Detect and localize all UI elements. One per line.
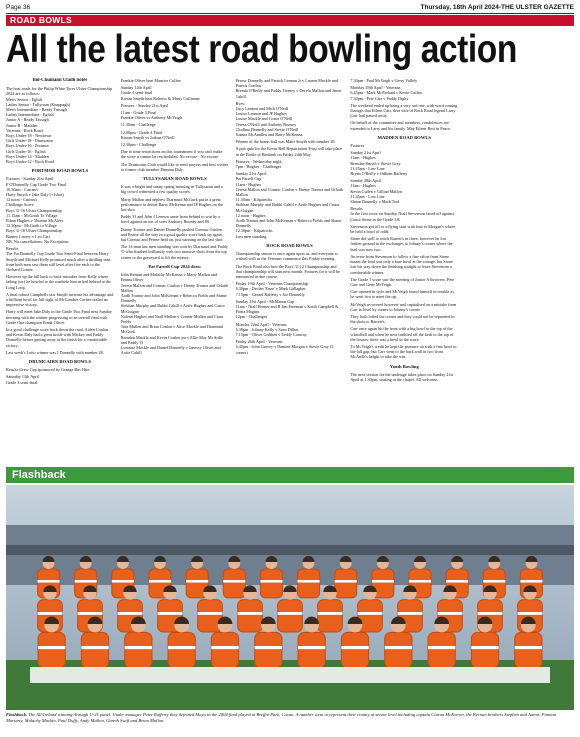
paragraph: Marty Mallon and nephew Diarmuid McGurk put in a great performance to defeat Barry McKenna and JP Hughes on the last shot. — [120, 196, 223, 213]
paragraph: Stone did well to reach Barrett's in three, however he lost further ground in the exchanges to Johnny's corner where the lead was now two. — [350, 236, 453, 252]
paragraph: On behalf of the committee and members, condolences are extended to Larry and his family. May Eileen Rest in Peace. — [350, 120, 452, 131]
paragraph: Sunday 28th April 11am - Hughes Kevin Cullen v Gillian Mallon 11.45am - Low Line Shaun Donnelly v Mark Teal — [350, 178, 402, 205]
paragraph: The Rock Road also host the Boys' U-12 Championship and that championship will start next month. Fixtures for it will be announced in due course. — [235, 263, 340, 279]
paragraph: Sunday 14th April Grade 4 semi-final Kieran Smyth beat Roberto & Marty Cullinane — [120, 85, 200, 101]
paragraph: Frankie Oliver beat Maurice Cullen — [120, 78, 181, 83]
section-label: ROAD BOWLS — [6, 15, 574, 26]
paragraph: Danny Trainor and Daniel Donnelly pushed Cormac Conlon and Pearse all the way in a good quality score back up again, but Cormac and Pearse held on, just winning on the last shot. — [120, 226, 224, 243]
paragraph: Paddy 'O and John J Lennon came from behind to win by a bowl against an out of sorts Anthony Rooney and JR. — [120, 214, 220, 225]
paragraph: Stevenson got off to a flying start with four to Morgan's where he held a bowl of odds. — [350, 223, 456, 235]
paragraph: Byes: Lucy Lennon and Mich O'Neill Louise Lennon and JP Hughes Louise Mackle and Conor O'Neill Teresa O'Neill and Anthony Rooney Clodhna Donnelly and Stevie O'Neill Joanne McAnallen and Barry McKenna. — [235, 100, 304, 138]
paragraph: Due to time restrictions on this tournament if you can't make the score it cannot be rescheduled. No excuse - No excuse. — [120, 149, 223, 160]
paragraph: Sunday 21st April 11am - Hughes Brendan Smyth v Stevie Gray 11.45am - Low Line Bryan O'Reilly v Odhran Rafferty — [350, 150, 408, 177]
article-column — [121, 78, 229, 464]
article-columns — [6, 78, 574, 464]
paragraph: Last week's Lotto winner was J Donnelly with number 28. — [6, 349, 104, 355]
caption-lead: Flashback. — [6, 712, 28, 717]
subheading: DRUMCAIRN ROAD BOWLS — [28, 358, 91, 364]
paragraph: 12.00pm - Grade 4 Final Kieran Smyth vs Joshua O'Neill — [120, 129, 175, 140]
paragraph: Carr once again hit the front with a big bowl to the top of the schoolhill and when he next truthfed off the kerb to the top of the houses, there was a bowl in the score. — [350, 326, 454, 342]
caption-text: The All-Ireland winning Armagh U-21 panel. Under manager Peter Rafferty they defeated Mayo in the 2004 final played at Breffni Park, Cavan. A number went to represent their county at senior level including captain Ciaran McKeever, the Kernan brothers Stephen and Aaron, Finnian Moriarty, Malachy Mackin, Paul Duffy, Andy Mallon, Gareth Swift and Brian Mallon. — [6, 712, 557, 723]
paragraph: Results The Pat Donnelly Cup Grade Two Semi-Final between Harry Smyth and Michael Kelly promised much after a thrilling start from both men saw them still level after five each to the Orchard Corner. — [6, 246, 111, 272]
paragraph: A pub quiz for the Kevin Bell Repatriation Trust will take place in the Bottle of Benburb on Friday 24th May. — [235, 146, 343, 157]
paragraph: Sunday 21st April Pat Farrell Cup 11am - Hughes Teresa Mallon and Cormac Conlon v Danny Trainor and Orlaith Mallon 11.30am - Kilpatricks Siobhan Murphy and Dubhi Cahill v Aoife Hughes and Conor McGuigan 12 noon - Hughes Aodh Trainor and John McKernan v Rebecca Fields and Shane Donnelly 12.30pm - Kilpatricks Last men standing. — [235, 171, 344, 239]
paragraph: The Grade 1 score saw the meeting of Junior A throwers, Pete Carr and Gene McVeigh. — [350, 276, 455, 287]
paragraph: Fixtures - Sunday 21st April F O'Donnelly Cup Grade Two Final 10.30am - Curran's Harry Smyth v Jake Daly (+1shot) 12 noon - Curran's Challenge Score Boys' U-16 Ulster Championship 11.15am - McGrath To Village Ethan Hughes v Thomas McAleer 12.30pm - McGrath to Village Boys' U-16 Ulster Championship Barney Lavery v Leo Carr NB. No cancellations. No Exceptions — [6, 176, 69, 244]
page-number: Page 36 — [6, 3, 31, 11]
paragraph: Pearse Donnelly and Patrick Lennon Jr v Lauren Mackle and Patrick Conlon Brenda O'Reilly and Paddy Tierney v Dervla Mallon and Jason Cahill. — [235, 78, 342, 99]
article-column — [6, 78, 114, 464]
paragraph: Monday 22nd April - Veterans 6.30pm - Johnny Kelly v Sean Dillon 7.15pm - Oliver Gribben v Teddy Conway — [235, 321, 307, 337]
paragraph: The weekend ended up being a very sad one, with word coming through that Eileen Carr, dear wife of Rock Road legend Larry Carr had passed away. — [350, 102, 458, 119]
front-row-shorts — [30, 667, 550, 683]
paragraph: Monday 29th April - Veterans 6.45pm - Mark McParland v Kevin Cullen 7.30pm - Pete Carr v Paddy Dighy — [350, 85, 422, 101]
paragraph: Harry will meet Jake Daly in the Grade Two Final next Sunday morning with the winner progressing to an overall final with Grade One champion Frank Oliver. — [6, 309, 112, 325]
paragraph: 11am - Grade 3 Final Frankie Oliver vs Anthony McVeigh — [120, 110, 182, 121]
paragraph: The Drumcairn Club would like to send prayers and best wishes to former club member Damian Daly. — [120, 161, 229, 172]
paragraph: It was a bright and sunny spring morning in Tullysaran and a big crowd witnessed a few quality scores. — [120, 184, 223, 195]
team-photo-illustration — [6, 485, 574, 710]
paragraph: A final robust Campbells saw Smyth increase his advantage and a brilliant bowl for full sight of McCombes Corner sealed an impressive victory. — [6, 291, 114, 308]
paragraph: Friday 19th April - Veterans Championship 6.30pm - Declan 'Enzo' v Mark Gallagher 7.15pm - Gerard Rafferty v Joe Donnelly — [235, 281, 308, 297]
headline: All the latest road bowling action — [6, 28, 517, 71]
paragraph: Fixtures - Wednesday night. 7pm - Hughes - Challenges — [235, 158, 283, 170]
article-column — [236, 78, 344, 464]
flashback-label: Flashback — [6, 467, 574, 483]
paragraph: 7.30pm - Paul McVeigh v Gerry Vallely — [350, 78, 418, 83]
subheading: ROCK ROAD BOWLS — [266, 242, 313, 248]
paragraph: The next session for the underage takes place on Sunday 21st April at 1.30pm, starting at the chapel. All welcome. — [350, 371, 454, 382]
paragraph: Results Grew Cup sponsored by Grange Bus Hire — [6, 367, 90, 373]
paragraph: However up the hill back to back mistakes from Kelly where fading (sic) he bowled to the roadside him in bed behind at the Long Loop. — [6, 274, 111, 290]
subheading: Bol-Chumann Uladh notes — [32, 78, 88, 83]
subheading: Pat Farrell Cup 2024 draw — [148, 263, 202, 269]
paragraph: Sunday 21st April - McManus Cup 11am - Niall Horner and B Jim Freeman v Keith Campbell & Fiona Maginn 12pm - Challenges — [235, 298, 339, 320]
paragraph: The 14 man last men standing was won by Diarmuid and Paddy 'O who finished brilliantly with two massive shots from the top corner to the graveyard to lift the money. — [120, 244, 228, 260]
page-folio — [6, 2, 574, 12]
paragraph: Saturday 13th April Grade 3 semi-final — [6, 374, 40, 385]
paragraph: Carr opened in style and McVeigh found himself in trouble as he went two to meet the tip. — [350, 289, 454, 300]
subheading: TULLYSARAN ROAD BOWLS — [142, 176, 207, 182]
paragraph: Championship season is once again upon us, and everyone is wished well as the Veterans commence this Friday evening. — [235, 251, 338, 262]
paragraph: In a good challenge score back down the road, Aiden Conlon and Kevin Daly had a great tussle with Mickey and Paddy Donnelly before getting away at the finish for a comfortable victory. — [6, 326, 109, 348]
paragraph: They both lofted the corner and they could not be separated in the shots to Barrett's. — [350, 313, 455, 325]
paper-date: Thursday, 18th April 2024-THE ULSTER GAZETTE — [420, 3, 574, 11]
paragraph: 12.30pm - Challenge — [120, 142, 157, 148]
paragraph: Fixtures - Sunday 21st April — [120, 102, 169, 108]
paragraph: McVeigh recovered however and capitalised on a mistake from Carr to level by corner to Johnny's corner. — [350, 301, 457, 312]
paragraph: Fixtures — [350, 143, 365, 149]
article-column — [350, 78, 458, 464]
paragraph: Winner of the bonus ball was Mairi Smyth with number 28. — [235, 139, 336, 145]
subheading: PORTMOR ROAD BOWLS — [31, 168, 89, 174]
subheading: MADDEN ROAD BOWLS — [377, 134, 431, 140]
paragraph: John Kernan and Malachy McKenna v Marty Mallon and Emma Oliver Teresa Mallon and Cormac Conlon v Danny Trainor and Orlaith Mallon Aodh Trainor and John McKernan v Rebecca Fields and Shane Donnelly Siobhan Murphy and Dubhi Cahill v Aoife Hughes and Conor McGuigan Nolean Hughes and Niall Mullen v Connie Mullen and Ciara Fields Tara Mullen and Brian Conlon v Alice Mackle and Diarmuid McGurk Brendan Mackle and Kevin Conlon jnr v Ellie May McArdle and Paddy 'O Lorraine Mackle and Daniel Donnelly v Janessy Oliver and Aoife Cahill — [120, 272, 229, 356]
paragraph: The host roads for the Philip White Tyres Ulster Championship 2024 are as follows: Men's Senior - Eglish Ladies Senior - Tullyroan (Knappagh) Men's Intermediate - Ready Tassagh Ladies Intermediate - Eglish Junior A - Ready Tassagh Junior B - Madden Veterans - Rock Road Boys Under-18 - Newtown Girls Under-18 - Drumcairn Boys Under-16 - Portmor Girls Under-16 - Eglish Boys Under-14 - Madden Boys Under-12 - Rock Road — [6, 86, 112, 165]
paragraph: An error from Stevenson to follow a fine effort from Stone meant the lead was only a bare bowl at the cottage, but Stone lost his way down the finishing straight to leave Stevenson a comfortable winner. — [350, 253, 453, 275]
paragraph: 11.30am - Challenge — [120, 122, 156, 128]
paragraph: Results In the first score on Sunday, Niall Stevenson faced off against Conor Stone in the Grade 3A. — [350, 206, 454, 222]
paragraph: To McVeigh's credit he kept the pressure on with a fine bowl to the fall gap, but Carr went to the back wall in two from McArdle's height to take the win. — [350, 343, 457, 360]
subheading: Youth Bowling — [389, 363, 419, 369]
photo-caption — [6, 712, 574, 723]
header-rule — [6, 13, 574, 14]
team-photo — [6, 485, 574, 710]
paragraph: Friday 26th April - Veterans 6.45pm - John Garvey v Damien Morgan v Stevie Gray (3 corner) — [235, 339, 334, 355]
